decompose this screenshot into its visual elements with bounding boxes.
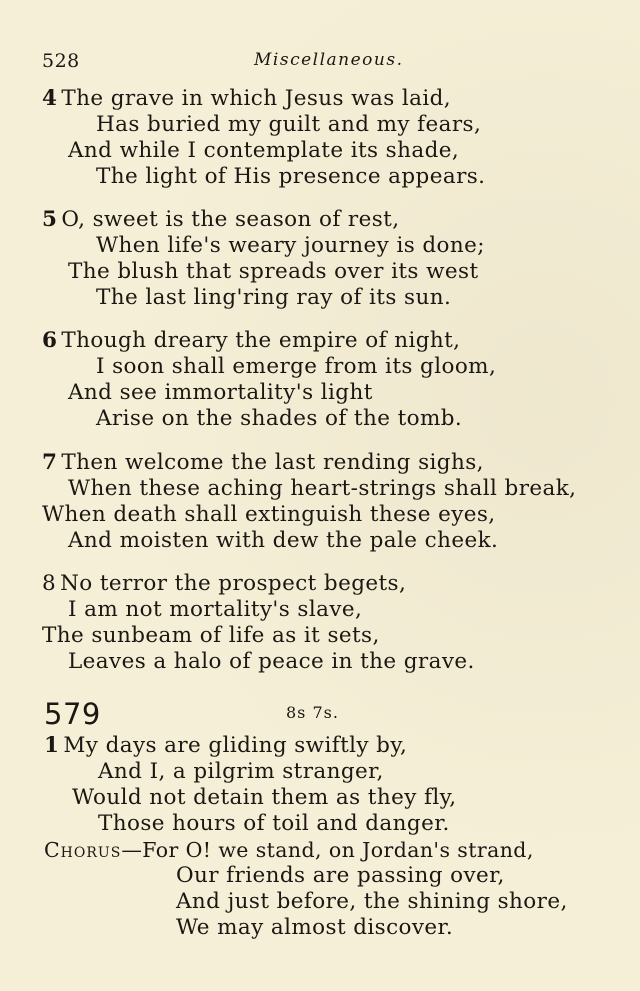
hymn-579-line-3: Would not detain them as they fly, — [72, 785, 457, 810]
hymn-579-line-1: 1 My days are gliding swiftly by, — [44, 733, 408, 758]
stanza-5-line-4: The last ling'ring ray of its sun. — [96, 285, 452, 310]
stanza-4-line-2: Has buried my guilt and my fears, — [96, 112, 482, 137]
verse-number: 8 — [42, 571, 57, 596]
stanza-8-line-4: Leaves a halo of peace in the grave. — [68, 649, 475, 674]
stanza-6-line-1: 6 Though dreary the empire of night, — [42, 328, 461, 353]
page-number: 528 — [42, 50, 80, 72]
hymn-meter: 8s 7s. — [286, 703, 339, 722]
stanza-7-line-3: When death shall extinguish these eyes, — [42, 502, 496, 527]
stanza-5-line-1: 5 O, sweet is the season of rest, — [42, 207, 400, 232]
stanza-4-line-1: 4 The grave in which Jesus was laid, — [42, 86, 452, 111]
stanza-8-line-2: I am not mortality's slave, — [68, 597, 363, 622]
hymn-579-header — [44, 697, 604, 729]
stanza-7-line-4: And moisten with dew the pale cheek. — [68, 528, 499, 553]
chorus-line-2: Our friends are passing over, — [176, 863, 505, 888]
hymn-579-line-4: Those hours of toil and danger. — [98, 811, 450, 836]
stanza-5-line-2: When life's weary journey is done; — [96, 233, 485, 258]
hymn-579-line-2: And I, a pilgrim stranger, — [98, 759, 384, 784]
chorus-line-3: And just before, the shining shore, — [176, 889, 568, 914]
stanza-5-line-3: The blush that spreads over its west — [68, 259, 479, 284]
stanza-6-line-2: I soon shall emerge from its gloom, — [96, 354, 497, 379]
chorus-line-4: We may almost discover. — [176, 915, 454, 940]
stanza-8-line-3: The sunbeam of life as it sets, — [42, 623, 380, 648]
chorus-line-1: Chorus—For O! we stand, on Jordan's strand, — [44, 838, 534, 862]
verse-number: 6 — [42, 328, 58, 353]
verse-number: 7 — [42, 450, 58, 475]
verse-number: 4 — [42, 86, 58, 111]
section-title: Miscellaneous. — [254, 50, 404, 70]
hymn-number: 579 — [44, 697, 101, 731]
stanza-8-line-1: 8 No terror the prospect begets, — [42, 571, 407, 596]
stanza-4-line-3: And while I contemplate its shade, — [68, 138, 460, 163]
stanza-4-line-4: The light of His presence appears. — [96, 164, 486, 189]
verse-number: 5 — [42, 207, 58, 232]
stanza-7-line-1: 7 Then welcome the last rending sighs, — [42, 450, 484, 475]
verse-number: 1 — [44, 733, 60, 758]
stanza-6-line-4: Arise on the shades of the tomb. — [96, 406, 463, 431]
stanza-7-line-2: When these aching heart-strings shall break, — [68, 476, 577, 501]
chorus-label: Chorus — [44, 838, 122, 862]
stanza-6-line-3: And see immortality's light — [68, 380, 373, 405]
running-head — [42, 50, 602, 74]
